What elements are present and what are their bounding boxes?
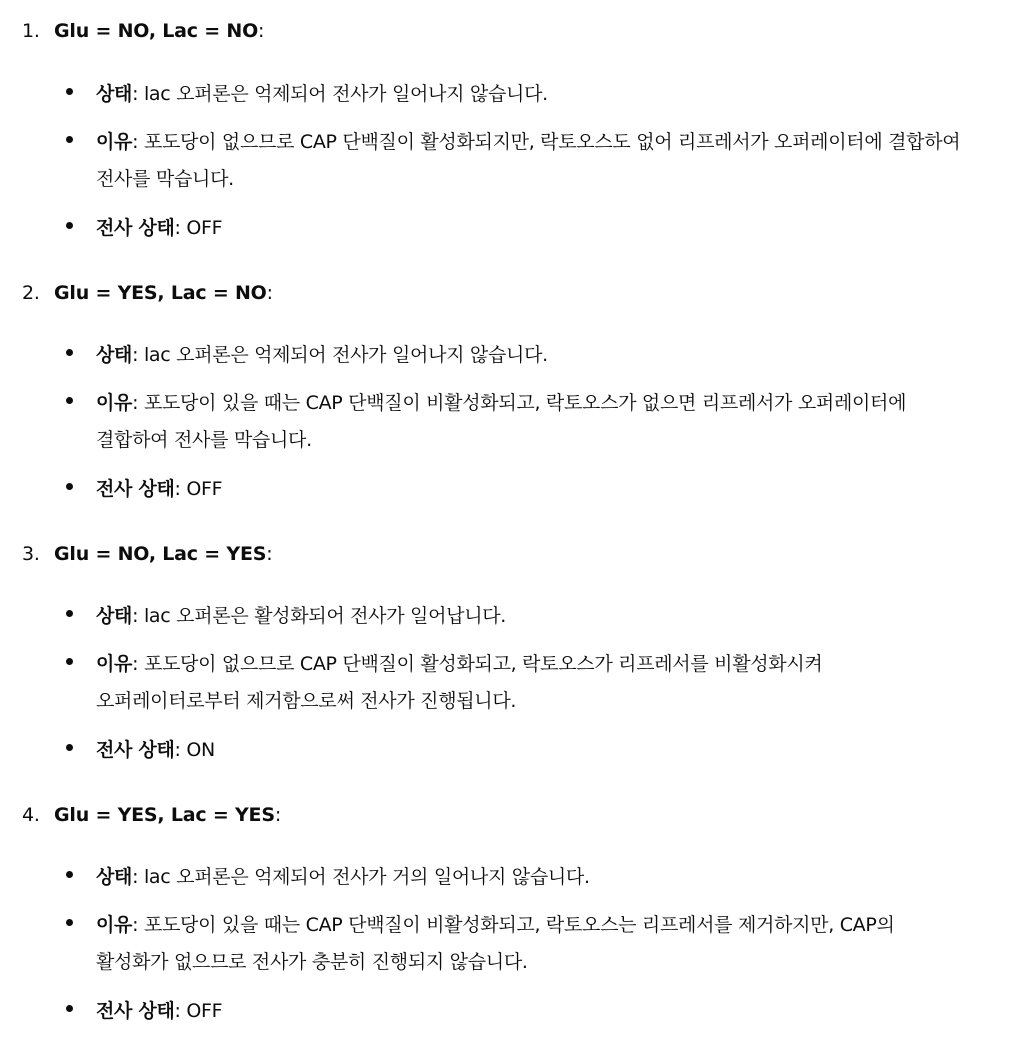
case-colon: : [258,20,265,42]
bullet-dot [66,1005,73,1012]
item-label: 상태 [96,344,133,366]
case-heading [22,16,264,46]
case-colon: : [266,543,273,565]
item-text: : lac 오퍼론은 억제되어 전사가 일어나지 않습니다. [132,344,548,366]
case-title: Glu = YES, Lac = NO [54,282,267,304]
item-text: : 포도당이 있을 때는 CAP 단백질이 비활성화되고, 락토오스가 없으면 리프레서가 오퍼레이터에 결합하여 전사를 막습니다. [96,392,907,451]
case-colon: : [274,804,282,826]
item-text: : 포도당이 있을 때는 CAP 단백질이 비활성화되고, 락토오스는 리프레서를 제거하지만, CAP의 활성화가 없으므로 전사가 충분히 진행되지 않습니다. [96,914,895,973]
item-text: : OFF [174,478,223,500]
bullet-dot [66,658,73,665]
case-title: Glu = NO, Lac = YES [54,543,267,565]
case-colon: : [266,282,273,304]
case-heading [22,278,273,308]
item-label: 전사 상태 [96,217,175,239]
case-heading [22,539,272,569]
bullet-dot [66,871,73,878]
item-text: : lac 오퍼론은 활성화되어 전사가 일어납니다. [132,605,507,627]
bullet-dot [66,610,73,617]
bullet-dot [66,222,73,229]
item-label: 전사 상태 [96,478,175,500]
item-label: 이유 [96,653,133,675]
item-label: 이유 [96,131,133,153]
item-text: : OFF [174,1000,223,1022]
bullet-dot [66,88,73,95]
item-label: 이유 [96,392,133,414]
bullet-dot [66,483,73,490]
case-number: 1. [22,20,40,42]
item-text: : ON [174,739,215,761]
case-heading [22,800,281,830]
item-label: 전사 상태 [96,739,175,761]
bullet-dot [66,919,73,926]
item-text: : OFF [174,217,223,239]
bullet-dot [66,744,73,751]
case-number: 3. [22,543,40,565]
item-label: 상태 [96,605,133,627]
item-text: : 포도당이 없으므로 CAP 단백질이 활성화되지만, 락토오스도 없어 리프레서가 오퍼레이터에 결합하여 전사를 막습니다. [96,131,961,190]
item-text: : 포도당이 없으므로 CAP 단백질이 활성화되고, 락토오스가 리프레서를 비활성화시켜 오퍼레이터로부터 제거함으로써 전사가 진행됩니다. [96,653,823,712]
case-title: Glu = NO, Lac = NO [54,20,259,42]
item-label: 상태 [96,866,133,888]
item-label: 전사 상태 [96,1000,175,1022]
item-text: : lac 오퍼론은 억제되어 전사가 거의 일어나지 않습니다. [132,866,590,888]
item-text: : lac 오퍼론은 억제되어 전사가 일어나지 않습니다. [132,83,548,105]
item-label: 이유 [96,914,133,936]
case-number: 2. [22,282,40,304]
bullet-dot [66,136,73,143]
bullet-dot [66,397,73,404]
case-number: 4. [22,804,40,826]
case-title: Glu = YES, Lac = YES [54,804,275,826]
bullet-dot [66,349,73,356]
item-label: 상태 [96,83,133,105]
